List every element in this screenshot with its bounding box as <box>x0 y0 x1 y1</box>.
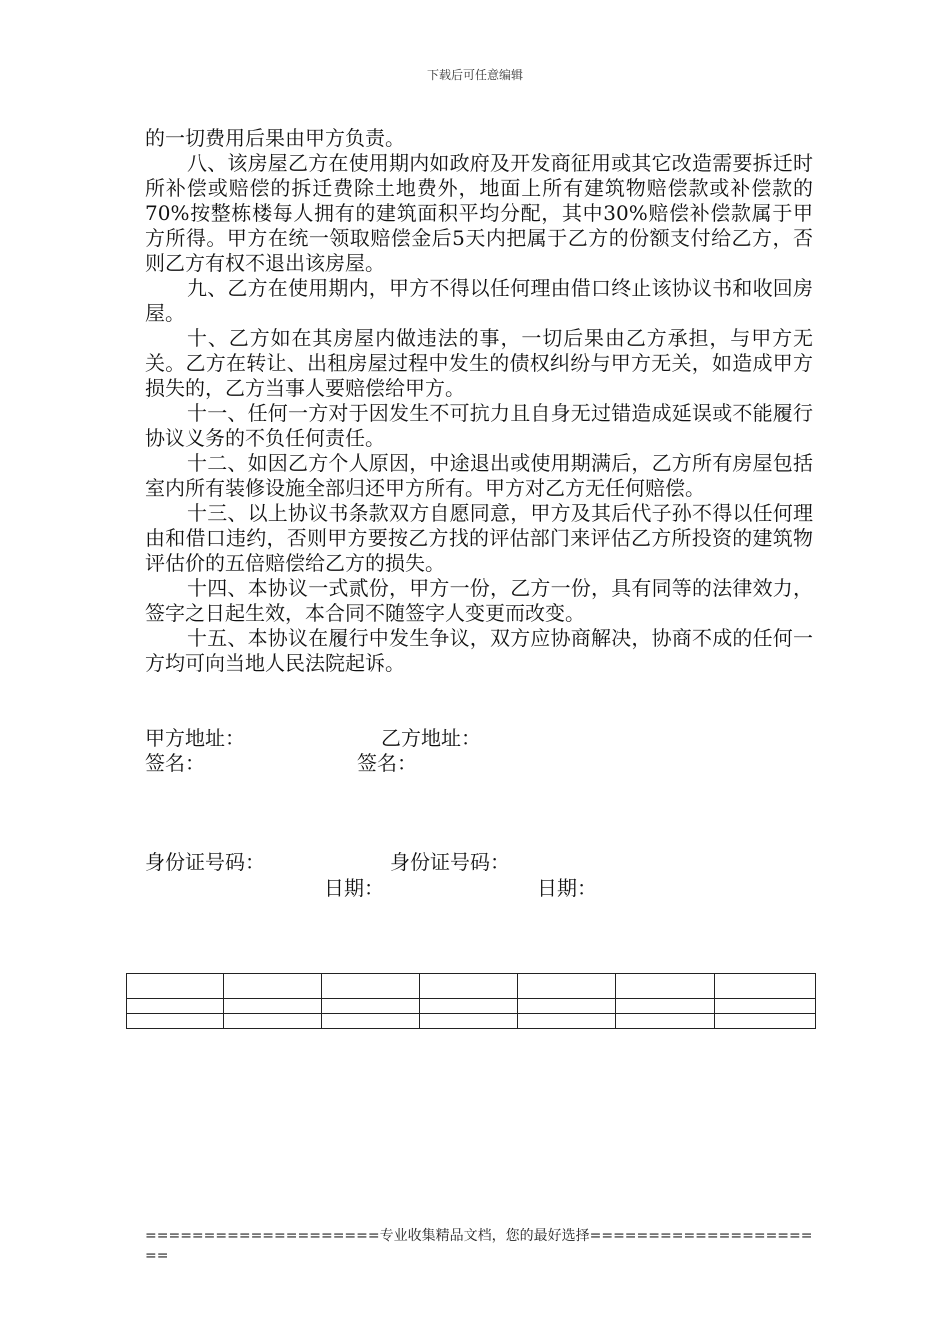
table-cell <box>224 974 322 999</box>
table-cell <box>518 974 616 999</box>
table-row <box>127 1014 816 1029</box>
table-cell <box>616 1014 715 1029</box>
contract-body <box>145 126 813 676</box>
party-b-signature-label: 签名： <box>357 751 417 775</box>
party-a-id-label: 身份证号码： <box>145 850 265 874</box>
table-cell <box>715 1014 816 1029</box>
table-cell <box>127 1014 224 1029</box>
party-b-date-label: 日期： <box>537 876 597 900</box>
paragraph: 的一切费用后果由甲方负责。 <box>145 126 405 150</box>
table-cell <box>224 999 322 1014</box>
table-cell <box>127 974 224 999</box>
page-footer: ====================专业收集精品文档，您的最好选择===================== <box>145 1228 813 1264</box>
party-b-address-label: 乙方地址： <box>381 726 481 750</box>
table-cell <box>518 1014 616 1029</box>
paragraph: 十一、任何一方对于因发生不可抗力且自身无过错造成延误或不能履行协议义务的不负任何责任。 <box>145 401 813 450</box>
party-a-date-label: 日期： <box>324 876 384 900</box>
table-cell <box>420 974 518 999</box>
table-cell <box>322 999 420 1014</box>
table-row <box>127 974 816 999</box>
paragraph: 十、乙方如在其房屋内做违法的事，一切后果由乙方承担，与甲方无关。乙方在转让、出租房屋过程中发生的债权纠纷与甲方无关，如造成甲方损失的，乙方当事人要赔偿给甲方。 <box>145 326 813 400</box>
party-a-address-label: 甲方地址： <box>145 726 245 750</box>
paragraph: 八、该房屋乙方在使用期内如政府及开发商征用或其它改造需要拆迁时所补偿或赔偿的拆迁费除土地费外，地面上所有建筑物赔偿款或补偿款的70%按整栋楼每人拥有的建筑面积平均分配，其中30%赔偿补偿款属于甲方所得。甲方在统一领取赔偿金后5天内把属于乙方的份额支付给乙方，否则乙方有权不退出该房屋。 <box>145 151 813 275</box>
page-header: 下载后可任意编辑 <box>426 68 523 82</box>
empty-form-table <box>126 973 816 1029</box>
paragraph: 十三、以上协议书条款双方自愿同意，甲方及其后代子孙不得以任何理由和借口违约，否则甲方要按乙方找的评估部门来评估乙方所投资的建筑物评估价的五倍赔偿给乙方的损失。 <box>145 501 813 575</box>
table-cell <box>420 1014 518 1029</box>
table-cell <box>616 974 715 999</box>
party-b-id-label: 身份证号码： <box>390 850 510 874</box>
table-cell <box>127 999 224 1014</box>
paragraph: 九、乙方在使用期内，甲方不得以任何理由借口终止该协议书和收回房屋。 <box>145 276 813 325</box>
table-cell <box>616 999 715 1014</box>
paragraph: 十五、本协议在履行中发生争议，双方应协商解决，协商不成的任何一方均可向当地人民法院起诉。 <box>145 626 813 675</box>
table-cell <box>420 999 518 1014</box>
table-row <box>127 999 816 1014</box>
table-cell <box>715 999 816 1014</box>
paragraph: 十二、如因乙方个人原因，中途退出或使用期满后，乙方所有房屋包括室内所有装修设施全部归还甲方所有。甲方对乙方无任何赔偿。 <box>145 451 813 500</box>
table-cell <box>224 1014 322 1029</box>
paragraph: 十四、本协议一式贰份，甲方一份，乙方一份，具有同等的法律效力，签字之日起生效，本合同不随签字人变更而改变。 <box>145 576 813 625</box>
table-cell <box>322 974 420 999</box>
party-a-signature-label: 签名： <box>145 751 205 775</box>
table-cell <box>322 1014 420 1029</box>
table-cell <box>715 974 816 999</box>
table-cell <box>518 999 616 1014</box>
